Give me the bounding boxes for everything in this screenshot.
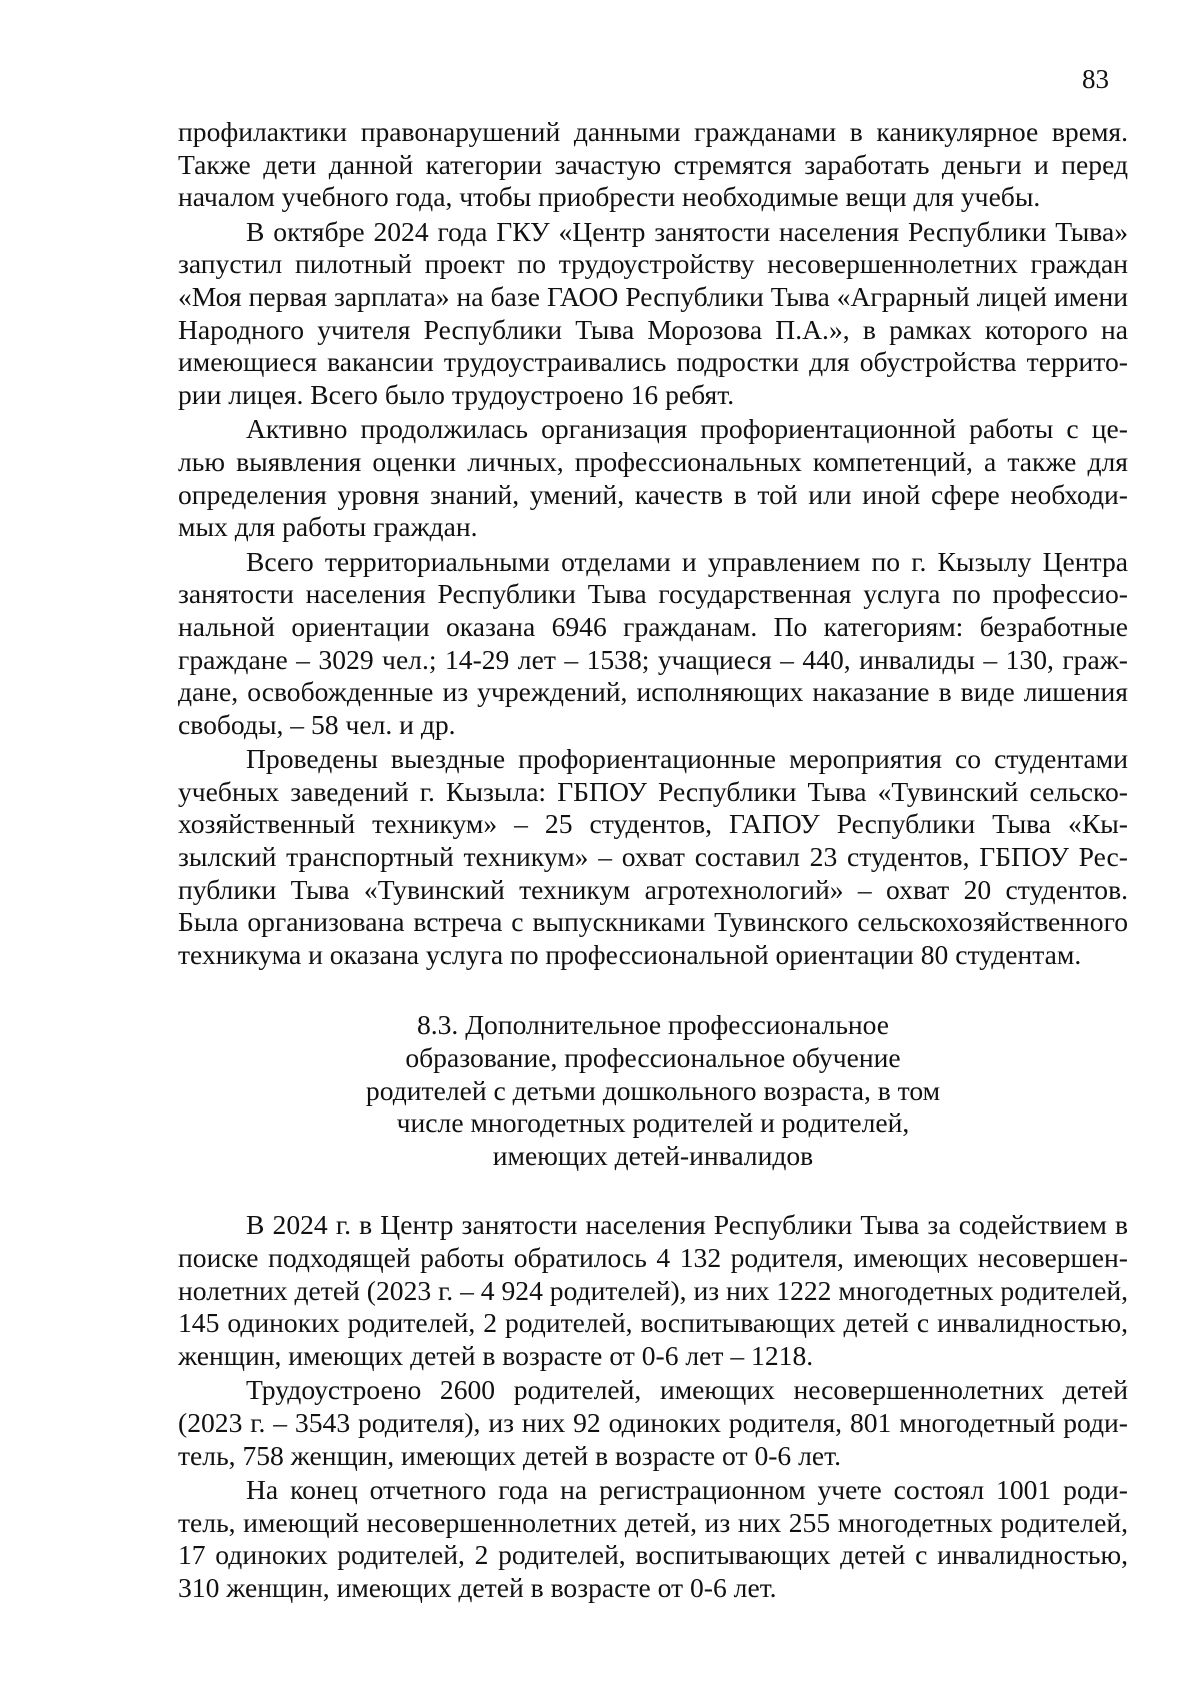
page-number: 83 [1082,64,1109,94]
paragraph-guidance-stats: Всего территориальными отделами и управлением по г. Кызылу Центра занятости населения Республики Тыва государственная услуга по профессиональной ориентации оказана 6946 гражданам. По категориям: безработные граждане – 3029 чел.; 14-29 лет – 1538; учащиеся – 440, инвалиды – 130, граждане, освобожденные из учреждений, исполняющих наказание в виде лишения свободы, – 58 чел. и др. [178,545,1128,740]
section-heading [333,1009,973,1172]
paragraph-career-guidance: Активно продолжилась организация профориентационной работы с целью выявления оценки личных, профессиональных компетенций, а также для определения уровня знаний, умений, качеств в той или иной сфере необходимых для работы граждан. [178,413,1128,543]
section-heading-line: числе многодетных родителей и родителей, [396,1107,910,1139]
paragraph-parents-registered: На конец отчетного года на регистрационном учете состоял 1001 родитель, имеющий несовершеннолетних детей, из них 255 многодетных родителей, 17 одиноких родителей, 2 родителей, воспитывающих детей с инвалидностью, 310 женщин, имеющих детей в возрасте от 0-6 лет. [178,1474,1128,1603]
paragraph-continuation: профилактики правонарушений данными гражданами в каникулярное время. Также дети данной категории зачастую стремятся заработать деньги и перед началом учебного года, чтобы приобрести необходимые вещи для учебы. [178,116,1128,213]
section-heading-line: родителей с детьми дошкольного возраста, в том [365,1074,941,1106]
paragraph-field-events: Проведены выездные профориентационные мероприятия со студентами учебных заведений г. Кызыла: ГБПОУ Республики Тыва «Тувинский сельскохозяйственный техникум» – 25 студентов, ГАПОУ Республики Тыва «Кызылский транспортный техникум» – охват составил 23 студентов, ГБПОУ Республики Тыва «Тувинский техникум агротехнологий» – охват 20 студентов. Была организована встреча с выпускниками Тувинского сельскохозяйственного техникума и оказана услуга по профессиональной ориентации 80 студентам. [178,743,1128,970]
paragraph-parents-applied: В 2024 г. в Центр занятости населения Республики Тыва за содействием в поиске подходящей работы обратилось 4 132 родителя, имеющих несовершеннолетних детей (2023 г. – 4 924 родителей), из них 1222 многодетных родителей, 145 одиноких родителей, 2 родителей, воспитывающих детей с инвалидностью, женщин, имеющих детей в возрасте от 0-6 лет – 1218. [178,1209,1128,1371]
section-heading-line: образование, профессиональное обучение [405,1042,901,1074]
document-body [178,116,1128,1605]
paragraph-parents-employed: Трудоустроено 2600 родителей, имеющих несовершеннолетних детей (2023 г. – 3543 родителя), из них 92 одиноких родителя, 801 многодетный родитель, 758 женщин, имеющих детей в возрасте от 0-6 лет. [178,1374,1128,1471]
section-heading-line: 8.3. Дополнительное профессиональное [416,1009,890,1041]
paragraph-pilot-project: В октябре 2024 года ГКУ «Центр занятости населения Республики Тыва» запустил пилотный проект по трудоустройству несовершеннолетних граждан «Моя первая зарплата» на базе ГАОО Республики Тыва «Аграрный лицей имени Народного учителя Республики Тыва Морозова П.А.», в рамках которого на имеющиеся вакансии трудоустраивались подростки для обустройства территории лицея. Всего было трудоустроено 16 ребят. [178,215,1128,410]
section-heading-line: имеющих детей-инвалидов [492,1139,814,1171]
